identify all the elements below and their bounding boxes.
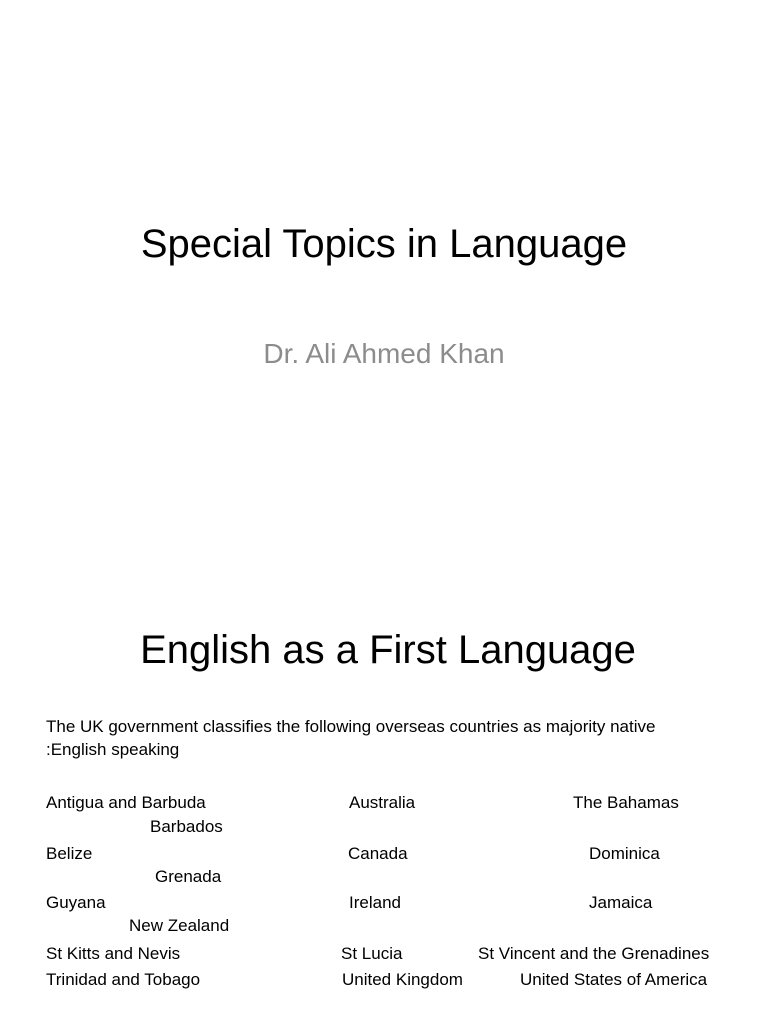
country-item: Jamaica [589, 893, 653, 912]
country-item: United Kingdom [342, 970, 463, 989]
country-item: Dominica [589, 844, 660, 863]
intro-line: The UK government classifies the following overseas countries as majority native [46, 717, 656, 736]
country-item: St Kitts and Nevis [46, 944, 181, 963]
country-item: Australia [349, 793, 416, 812]
slide-english-first-language [0, 512, 768, 1024]
intro-line: :English speaking [46, 740, 180, 759]
country-item: Belize [46, 844, 93, 863]
presenter-name: Dr. Ali Ahmed Khan [263, 338, 505, 369]
country-item: Barbados [150, 817, 223, 836]
country-item: Ireland [349, 893, 401, 912]
country-item: Canada [348, 844, 408, 863]
country-item: Grenada [155, 867, 222, 886]
country-item: Antigua and Barbuda [46, 793, 206, 812]
country-item: St Vincent and the Grenadines [478, 944, 710, 963]
country-item: United States of America [520, 970, 708, 989]
country-item: New Zealand [129, 916, 230, 935]
presentation-title: Special Topics in Language [140, 222, 628, 266]
country-item: Guyana [46, 893, 106, 912]
country-item: Trinidad and Tobago [46, 970, 201, 989]
intro-paragraph [46, 715, 706, 761]
country-item: St Lucia [341, 944, 403, 963]
country-item: The Bahamas [573, 793, 679, 812]
slide-heading: English as a First Language [140, 628, 636, 672]
